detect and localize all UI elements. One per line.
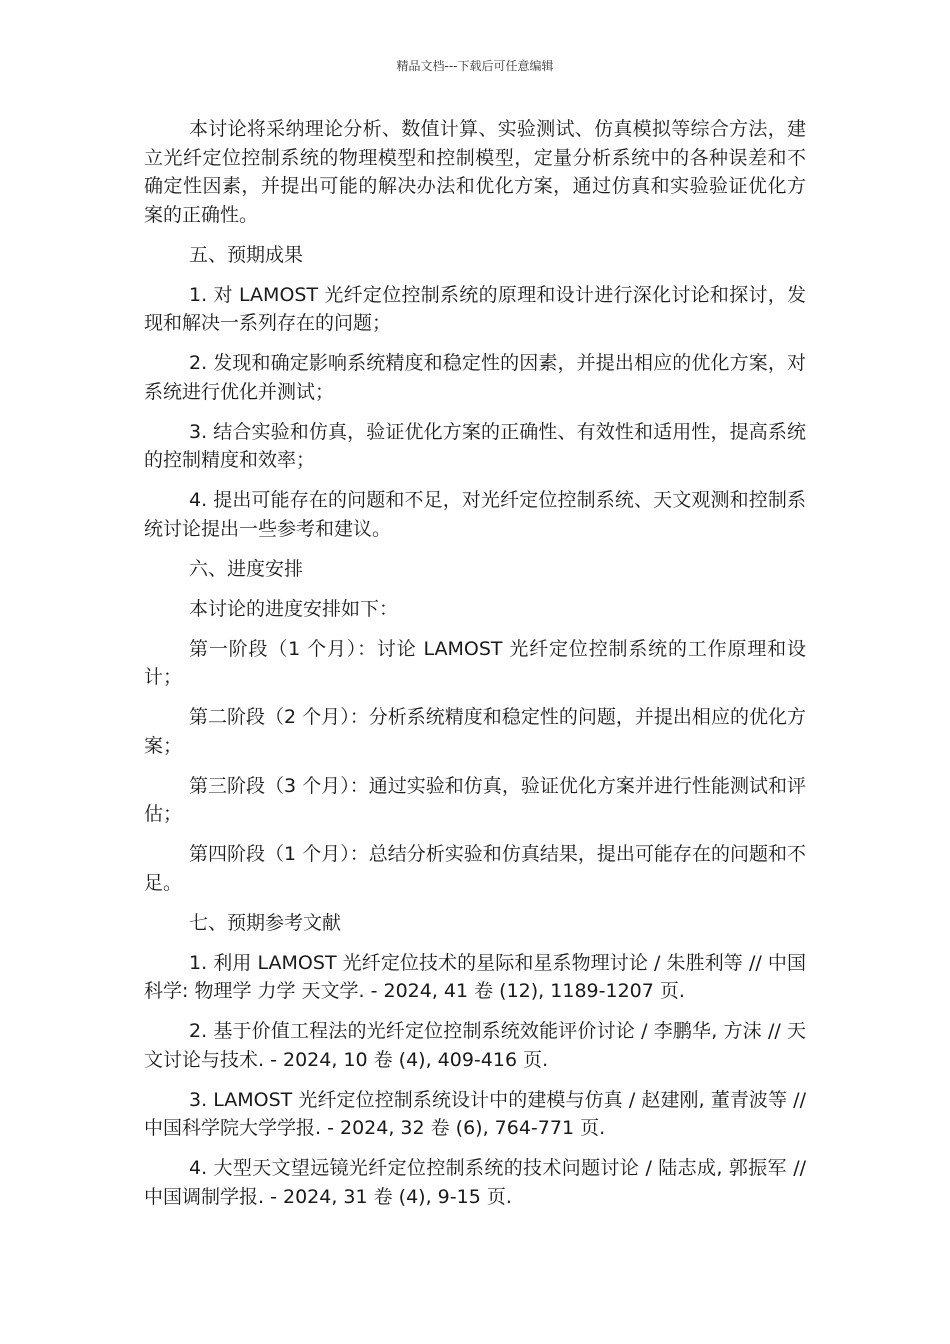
section-heading-references: 七、预期参考文献 bbox=[189, 911, 342, 934]
schedule-intro: 本讨论的进度安排如下： bbox=[189, 597, 399, 620]
section-heading-expected-results: 五、预期成果 bbox=[189, 243, 304, 266]
reference-item-4: 4. 大型天文望远镜光纤定位控制系统的技术问题讨论 / 陆志成, 郭振军 // 中国调制学报. - 2024, 31 卷 (4), 9-15 页. bbox=[144, 1157, 806, 1208]
document-body bbox=[144, 115, 806, 1223]
expected-result-item-2: 2. 发现和确定影响系统精度和稳定性的因素，并提出相应的优化方案，对系统进行优化并测试； bbox=[144, 352, 806, 403]
expected-result-item-3: 3. 结合实验和仿真，验证优化方案的正确性、有效性和适用性，提高系统的控制精度和效率； bbox=[144, 420, 806, 471]
schedule-stage-4: 第四阶段（1 个月）：总结分析实验和仿真结果，提出可能存在的问题和不足。 bbox=[144, 843, 806, 894]
page-header-note: 精品文档---下载后可任意编辑 bbox=[396, 59, 554, 73]
methodology-paragraph: 本讨论将采纳理论分析、数值计算、实验测试、仿真模拟等综合方法，建立光纤定位控制系统的物理模型和控制模型，定量分析系统中的各种误差和不确定性因素，并提出可能的解决办法和优化方案，通过仿真和实验验证优化方案的正确性。 bbox=[144, 118, 806, 226]
reference-item-1: 1. 利用 LAMOST 光纤定位技术的星际和星系物理讨论 / 朱胜利等 // 中国科学: 物理学 力学 天文学. - 2024, 41 卷 (12), 1189-1207 页. bbox=[144, 951, 806, 1002]
schedule-stage-1: 第一阶段（1 个月）：讨论 LAMOST 光纤定位控制系统的工作原理和设计； bbox=[144, 637, 806, 688]
reference-item-2: 2. 基于价值工程法的光纤定位控制系统效能评价讨论 / 李鹏华, 方沫 // 天文讨论与技术. - 2024, 10 卷 (4), 409-416 页. bbox=[144, 1020, 806, 1071]
expected-result-item-1: 1. 对 LAMOST 光纤定位控制系统的原理和设计进行深化讨论和探讨，发现和解决一系列存在的问题； bbox=[144, 283, 806, 334]
section-heading-schedule: 六、进度安排 bbox=[189, 557, 304, 580]
reference-item-3: 3. LAMOST 光纤定位控制系统设计中的建模与仿真 / 赵建刚, 董青波等 // 中国科学院大学学报. - 2024, 32 卷 (6), 764-771 页. bbox=[144, 1088, 806, 1139]
schedule-stage-2: 第二阶段（2 个月）：分析系统精度和稳定性的问题，并提出相应的优化方案； bbox=[144, 706, 806, 757]
schedule-stage-3: 第三阶段（3 个月）：通过实验和仿真，验证优化方案并进行性能测试和评估； bbox=[144, 774, 806, 825]
expected-result-item-4: 4. 提出可能存在的问题和不足，对光纤定位控制系统、天文观测和控制系统讨论提出一些参考和建议。 bbox=[144, 489, 806, 540]
